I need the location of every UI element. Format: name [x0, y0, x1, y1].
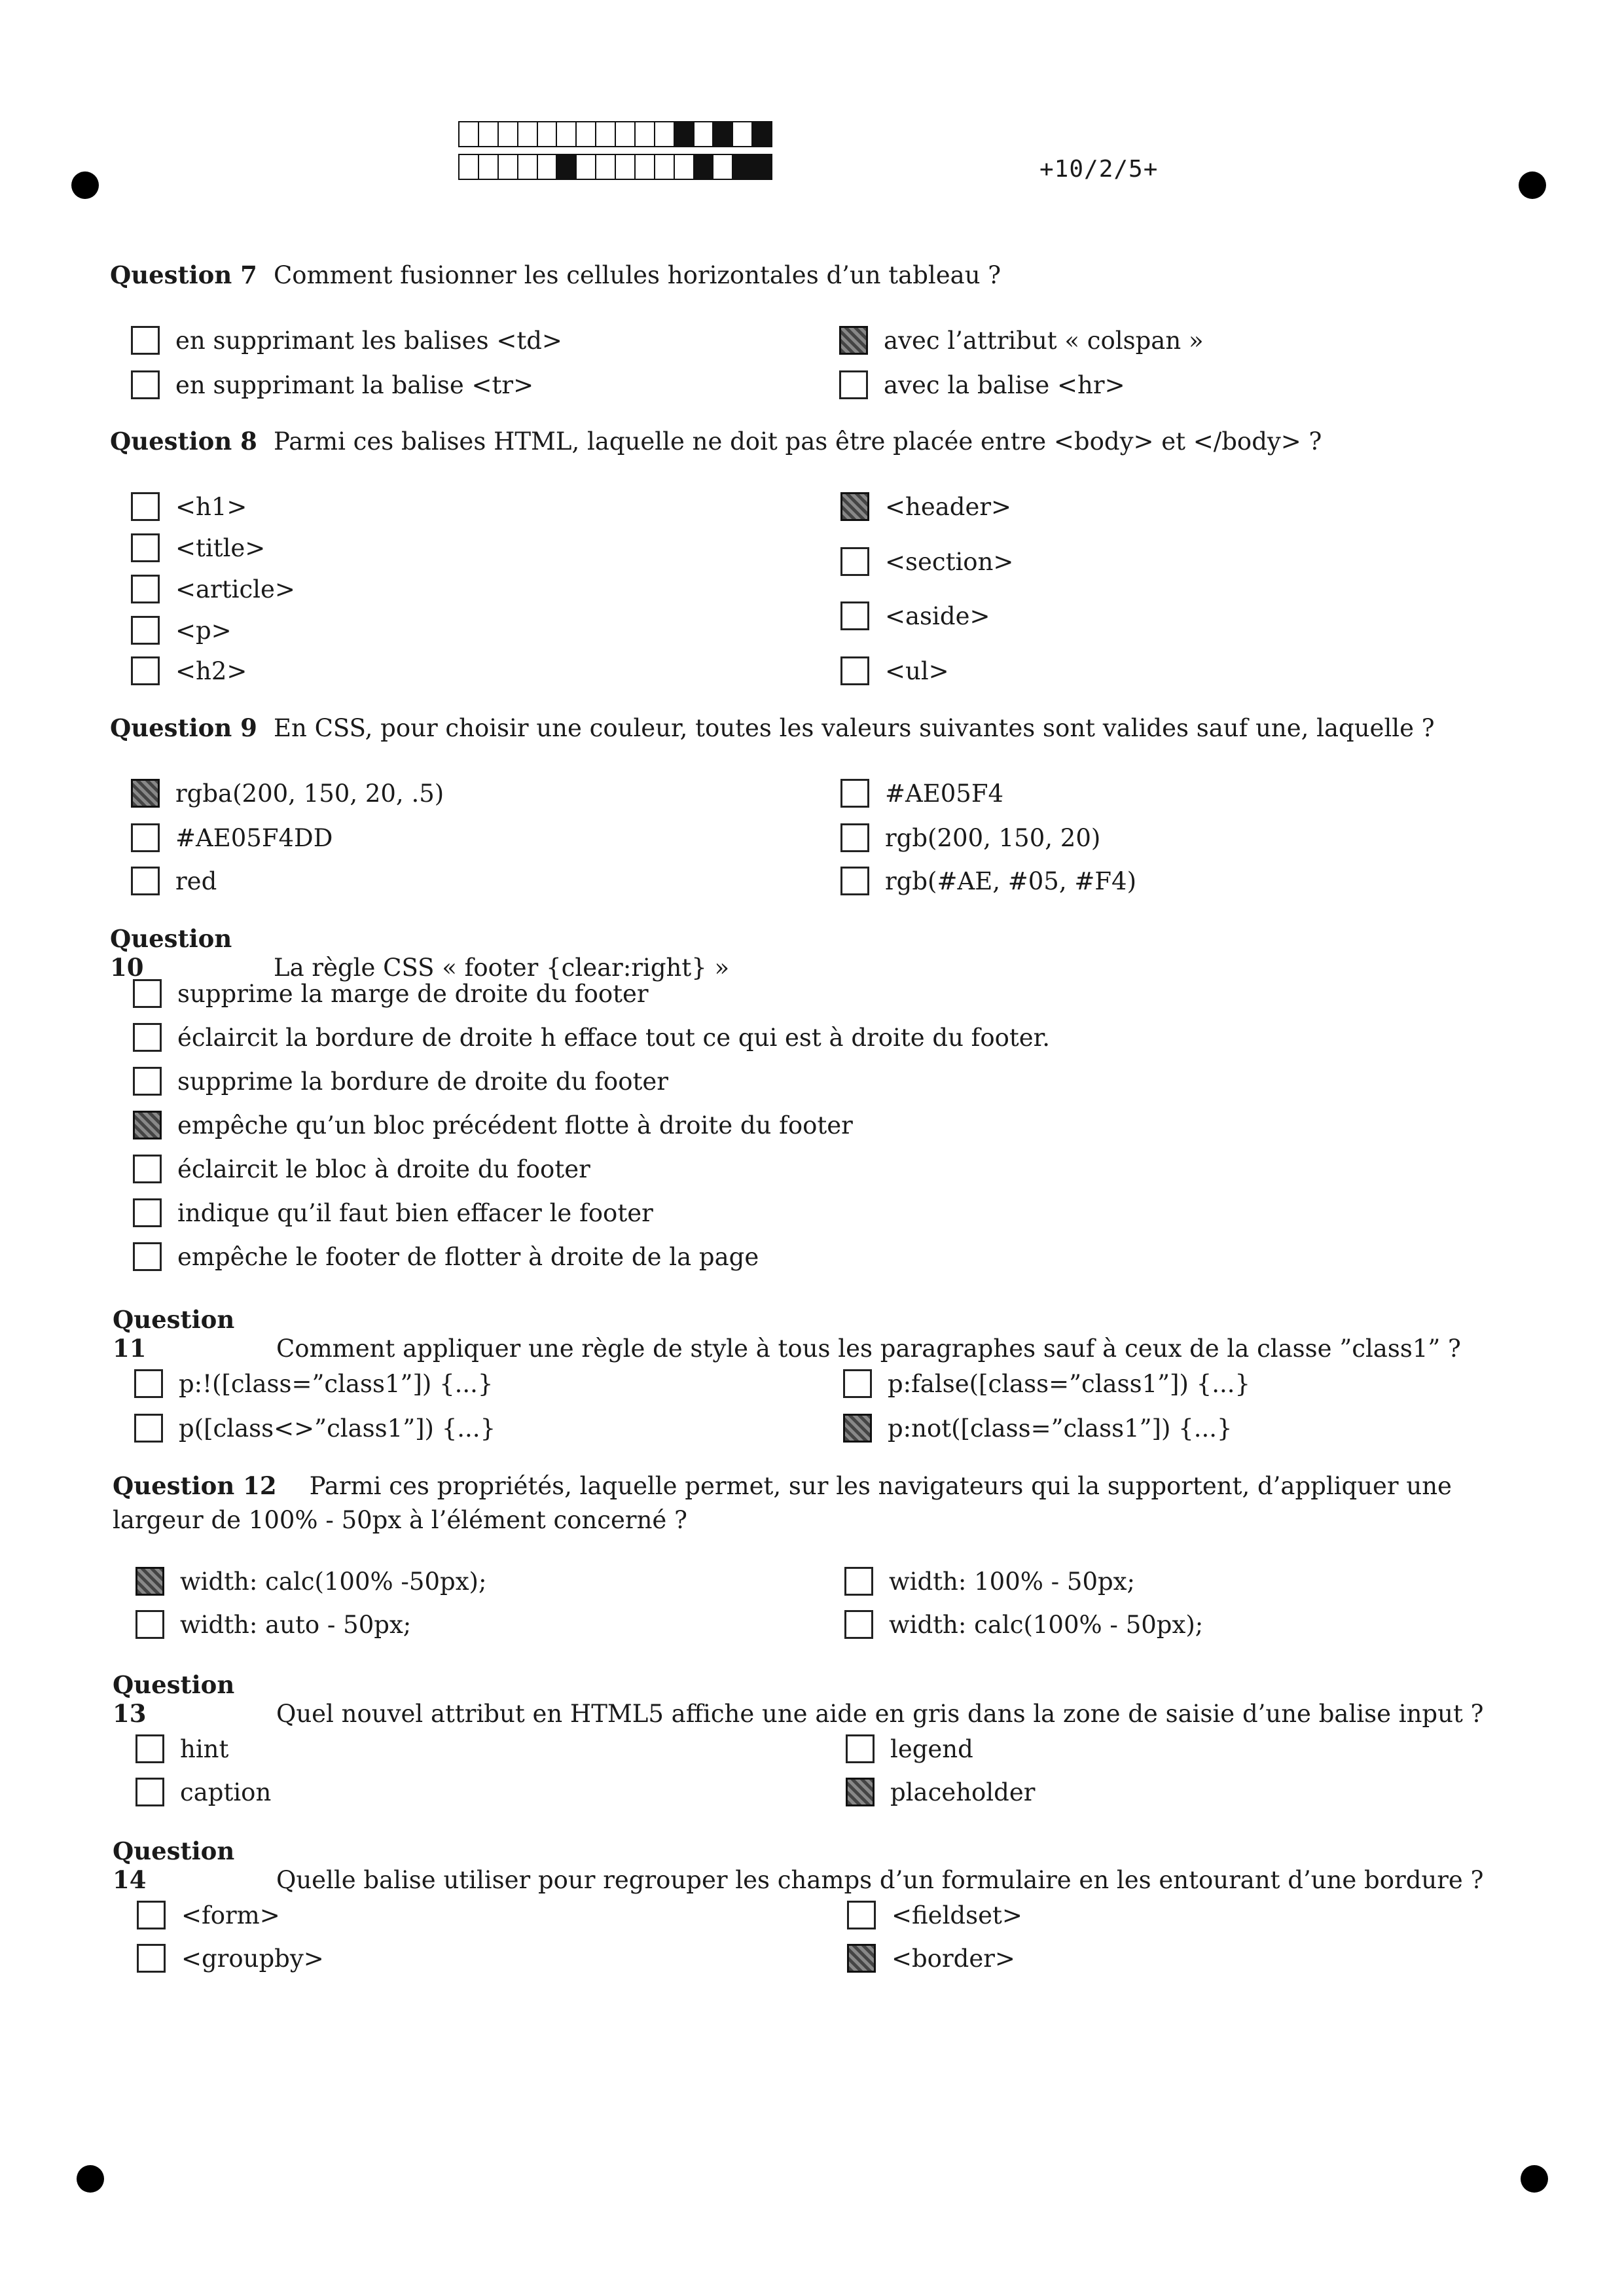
- answer-option[interactable]: [134, 1369, 493, 1398]
- barcode-cell: [557, 122, 577, 146]
- checkbox[interactable]: [840, 601, 869, 630]
- answer-option[interactable]: [135, 1778, 271, 1806]
- checkbox[interactable]: [846, 1734, 875, 1763]
- option-text: indique qu’il faut bien effacer le footer: [177, 1198, 653, 1227]
- answer-option[interactable]: [137, 1901, 280, 1929]
- barcode-cell: [577, 155, 596, 179]
- question-label: Question 14: [113, 1837, 235, 1894]
- option-text: <header>: [885, 492, 1012, 521]
- question-label: Question 9: [110, 713, 257, 742]
- option-text: <border>: [892, 1944, 1015, 1973]
- option-text: p:false([class=”class1”]) {...}: [888, 1369, 1251, 1398]
- checkbox[interactable]: [840, 656, 869, 685]
- barcode-cell: [538, 122, 558, 146]
- registration-mark-bottom-right: [1521, 2165, 1548, 2193]
- checkbox[interactable]: [134, 1414, 163, 1443]
- question-11: [113, 1305, 1461, 1363]
- checkbox[interactable]: [137, 1901, 166, 1929]
- checkbox[interactable]: [131, 656, 160, 685]
- page-id: +10/2/5+: [1039, 156, 1159, 183]
- question-label: Question 12: [113, 1471, 277, 1500]
- checkbox[interactable]: [133, 1023, 162, 1052]
- barcode-cell: [499, 122, 518, 146]
- question-text: La règle CSS « footer {clear:right} »: [274, 954, 730, 982]
- option-text: p:not([class=”class1”]) {...}: [888, 1414, 1233, 1443]
- checkbox[interactable]: [844, 1610, 873, 1639]
- barcode-cell: [733, 155, 753, 179]
- checkbox[interactable]: [133, 1198, 162, 1227]
- question-13: [113, 1670, 1483, 1728]
- barcode-cell: [753, 155, 771, 179]
- answer-option[interactable]: [135, 1567, 486, 1596]
- question-text: Quelle balise utiliser pour regrouper les champs d’un formulaire en les entourant d’une bordure ?: [276, 1866, 1484, 1894]
- barcode-cell: [479, 122, 499, 146]
- answer-option[interactable]: [131, 492, 247, 521]
- barcode-cell: [655, 122, 675, 146]
- checkbox[interactable]: [840, 547, 869, 576]
- checkbox[interactable]: [846, 1778, 875, 1806]
- question-12: [113, 1469, 1520, 1537]
- answer-option[interactable]: [840, 823, 1100, 852]
- answer-option[interactable]: [131, 616, 232, 645]
- checkbox[interactable]: [133, 1111, 162, 1139]
- barcode-cell: [713, 122, 733, 146]
- barcode-cell: [753, 122, 771, 146]
- answer-option[interactable]: [131, 656, 247, 685]
- answer-option[interactable]: [131, 779, 444, 808]
- barcode-cell: [499, 155, 518, 179]
- answer-option[interactable]: [840, 779, 1003, 808]
- checkbox[interactable]: [843, 1414, 872, 1443]
- answer-option[interactable]: [847, 1944, 1015, 1973]
- checkbox[interactable]: [131, 370, 160, 399]
- checkbox[interactable]: [843, 1369, 872, 1398]
- answer-option[interactable]: [840, 656, 949, 685]
- barcode-cell: [616, 122, 636, 146]
- answer-option[interactable]: [131, 867, 217, 895]
- checkbox[interactable]: [847, 1944, 876, 1973]
- barcode-cell: [636, 122, 655, 146]
- checkbox[interactable]: [844, 1567, 873, 1596]
- answer-option[interactable]: [844, 1567, 1135, 1596]
- checkbox[interactable]: [131, 575, 160, 603]
- question-7: [110, 260, 1001, 289]
- checkbox[interactable]: [839, 326, 868, 355]
- option-text: width: auto - 50px;: [180, 1610, 412, 1639]
- checkbox[interactable]: [839, 370, 868, 399]
- checkbox[interactable]: [135, 1778, 164, 1806]
- barcode-cell: [675, 122, 695, 146]
- checkbox[interactable]: [135, 1610, 164, 1639]
- checkbox[interactable]: [133, 1155, 162, 1183]
- answer-option[interactable]: [847, 1901, 1022, 1929]
- barcode-cell: [460, 155, 479, 179]
- checkbox[interactable]: [135, 1567, 164, 1596]
- answer-option[interactable]: [135, 1734, 228, 1763]
- checkbox[interactable]: [131, 326, 160, 355]
- question-label: Question 8: [110, 427, 257, 456]
- registration-mark-top-left: [71, 171, 99, 199]
- answer-option[interactable]: [133, 1155, 590, 1183]
- option-text: supprime la bordure de droite du footer: [177, 1067, 668, 1096]
- question-text: Quel nouvel attribut en HTML5 affiche une aide en gris dans la zone de saisie d’une balise input ?: [276, 1700, 1484, 1728]
- checkbox[interactable]: [131, 823, 160, 852]
- option-text: avec l’attribut « colspan »: [884, 326, 1204, 355]
- option-text: éclaircit le bloc à droite du footer: [177, 1155, 590, 1183]
- answer-option[interactable]: [137, 1944, 324, 1973]
- question-label: Question 7: [110, 260, 257, 289]
- answer-option[interactable]: [843, 1369, 1250, 1398]
- answer-option[interactable]: [840, 867, 1136, 895]
- option-text: <article>: [175, 575, 295, 603]
- barcode-cell: [636, 155, 655, 179]
- option-text: <ul>: [885, 656, 949, 685]
- barcode-cell: [577, 122, 596, 146]
- checkbox[interactable]: [131, 779, 160, 808]
- option-text: width: calc(100% - 50px);: [889, 1610, 1204, 1639]
- barcode-cell: [695, 155, 714, 179]
- barcode-cell: [713, 155, 733, 179]
- question-14: [113, 1837, 1483, 1894]
- answer-option[interactable]: [839, 326, 1204, 355]
- checkbox[interactable]: [137, 1944, 166, 1973]
- question-text: Parmi ces propriétés, laquelle permet, sur les navigateurs qui la supportent, d’appliquer une largeur de 100% - 50px à l’élément concerné ?: [113, 1472, 1452, 1534]
- barcode-cell: [733, 122, 753, 146]
- option-text: éclaircit la bordure de droite h efface tout ce qui est à droite du footer.: [177, 1023, 1051, 1052]
- checkbox[interactable]: [135, 1734, 164, 1763]
- answer-option[interactable]: [133, 1242, 759, 1271]
- checkbox[interactable]: [134, 1369, 163, 1398]
- checkbox[interactable]: [133, 1242, 162, 1271]
- barcode-cell: [596, 155, 616, 179]
- answer-option[interactable]: [133, 1111, 853, 1139]
- question-text: En CSS, pour choisir une couleur, toutes les valeurs suivantes sont valides sauf une, laquelle ?: [274, 714, 1435, 742]
- barcode-cell: [460, 122, 479, 146]
- option-text: empêche qu’un bloc précédent flotte à droite du footer: [177, 1111, 853, 1139]
- barcode-cell: [518, 155, 538, 179]
- checkbox[interactable]: [131, 492, 160, 521]
- answer-option[interactable]: [131, 823, 333, 852]
- barcode-cell: [616, 155, 636, 179]
- answer-option[interactable]: [133, 979, 649, 1008]
- option-text: en supprimant les balises <td>: [175, 326, 562, 355]
- answer-option[interactable]: [133, 1067, 668, 1096]
- option-text: hint: [180, 1734, 229, 1763]
- option-text: legend: [890, 1734, 973, 1763]
- checkbox[interactable]: [847, 1901, 876, 1929]
- checkbox[interactable]: [131, 867, 160, 895]
- question-9: [110, 713, 1435, 742]
- option-text: <section>: [885, 547, 1014, 576]
- checkbox[interactable]: [131, 616, 160, 645]
- barcode-cell: [479, 155, 499, 179]
- checkbox[interactable]: [133, 1067, 162, 1096]
- registration-mark-top-right: [1519, 171, 1546, 199]
- question-label: Question 10: [110, 924, 232, 982]
- option-text: <groupby>: [181, 1944, 324, 1973]
- option-text: <h2>: [175, 656, 247, 685]
- answer-option[interactable]: [839, 370, 1125, 399]
- option-text: #AE05F4DD: [175, 823, 333, 852]
- option-text: supprime la marge de droite du footer: [177, 979, 649, 1008]
- option-text: <h1>: [175, 492, 247, 521]
- answer-option[interactable]: [840, 547, 1013, 576]
- option-text: <fieldset>: [892, 1901, 1022, 1929]
- question-text: Comment appliquer une règle de style à tous les paragraphes sauf à ceux de la classe ”class1” ?: [276, 1335, 1461, 1363]
- answer-option[interactable]: [134, 1414, 496, 1443]
- question-8: [110, 427, 1322, 456]
- answer-option[interactable]: [846, 1734, 973, 1763]
- answer-option[interactable]: [131, 326, 562, 355]
- answer-option[interactable]: [131, 575, 295, 603]
- option-text: p:!([class=”class1”]) {...}: [179, 1369, 494, 1398]
- option-text: width: calc(100% -50px);: [180, 1567, 487, 1596]
- option-text: width: 100% - 50px;: [889, 1567, 1136, 1596]
- answer-option[interactable]: [840, 601, 990, 630]
- option-text: #AE05F4: [885, 779, 1004, 808]
- checkbox[interactable]: [133, 979, 162, 1008]
- option-text: <aside>: [885, 601, 990, 630]
- option-text: <p>: [175, 616, 232, 645]
- answer-option[interactable]: [844, 1610, 1203, 1639]
- checkbox[interactable]: [840, 492, 869, 521]
- question-text: Parmi ces balises HTML, laquelle ne doit pas être placée entre <body> et </body> ?: [274, 427, 1322, 456]
- checkbox[interactable]: [840, 867, 869, 895]
- barcode-cell: [675, 155, 695, 179]
- barcode-cell: [655, 155, 675, 179]
- barcode-row: [458, 154, 772, 180]
- option-text: <form>: [181, 1901, 280, 1929]
- barcode-cell: [695, 122, 714, 146]
- option-text: rgb(200, 150, 20): [885, 823, 1101, 852]
- answer-option[interactable]: [133, 1198, 653, 1227]
- barcode-cell: [538, 155, 558, 179]
- option-text: en supprimant la balise <tr>: [175, 370, 534, 399]
- barcode-cell: [557, 155, 577, 179]
- question-10: [110, 924, 729, 982]
- barcode-cell: [518, 122, 538, 146]
- option-text: rgba(200, 150, 20, .5): [175, 779, 444, 808]
- option-text: red: [175, 867, 217, 895]
- option-text: caption: [180, 1778, 272, 1806]
- checkbox[interactable]: [840, 779, 869, 808]
- question-text: Comment fusionner les cellules horizontales d’un tableau ?: [274, 261, 1001, 289]
- question-label: Question 11: [113, 1305, 235, 1363]
- checkbox[interactable]: [840, 823, 869, 852]
- answer-option[interactable]: [846, 1778, 1035, 1806]
- option-text: rgb(#AE, #05, #F4): [885, 867, 1137, 895]
- answer-option[interactable]: [135, 1610, 411, 1639]
- option-text: p([class<>”class1”]) {...}: [179, 1414, 496, 1443]
- answer-option[interactable]: [131, 533, 265, 562]
- answer-option[interactable]: [131, 370, 533, 399]
- option-text: avec la balise <hr>: [884, 370, 1125, 399]
- answer-option[interactable]: [133, 1023, 1050, 1052]
- barcode-cell: [596, 122, 616, 146]
- registration-mark-bottom-left: [77, 2165, 104, 2193]
- answer-option[interactable]: [840, 492, 1011, 521]
- option-text: empêche le footer de flotter à droite de la page: [177, 1242, 759, 1271]
- answer-option[interactable]: [843, 1414, 1233, 1443]
- barcode-row: [458, 121, 772, 147]
- option-text: placeholder: [890, 1778, 1036, 1806]
- checkbox[interactable]: [131, 533, 160, 562]
- option-text: <title>: [175, 533, 266, 562]
- question-label: Question 13: [113, 1670, 235, 1728]
